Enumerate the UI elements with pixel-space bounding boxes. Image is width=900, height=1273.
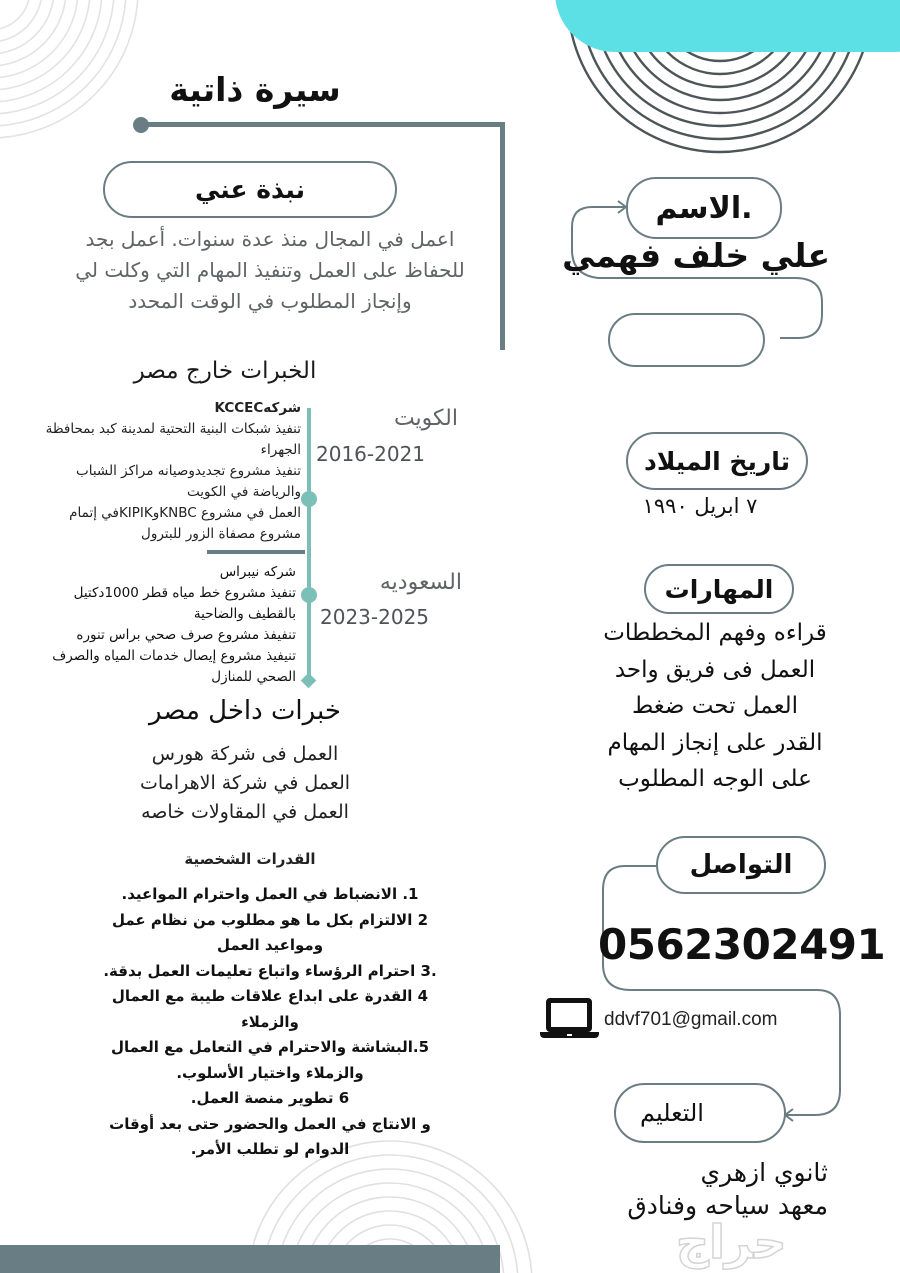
ability-item: الدوام لو تطلب الأمر. [190, 1140, 350, 1158]
skill-item: على الوجه المطلوب [618, 766, 812, 792]
abroad-heading: الخبرات خارج مصر [133, 358, 317, 384]
inside-item: العمل في المقاولات خاصه [141, 801, 349, 823]
job-line: تنيفيذ مشروع إيصال خدمات المياه والصرف [52, 648, 296, 664]
footer-bar [0, 1245, 500, 1273]
education-label: التعليم [640, 1099, 704, 1127]
timeline-dot [301, 491, 317, 507]
abilities-list [85, 882, 455, 1163]
skill-item: قراءه وفهم المخططات [603, 620, 827, 646]
skills-label: المهارات [664, 574, 774, 604]
job-line: شركهKCCEC [214, 400, 301, 416]
job-country: السعوديه [379, 570, 462, 595]
timeline-dot [301, 587, 317, 603]
skills-list [560, 615, 870, 798]
contact-label-pill [656, 836, 826, 894]
inside-item: العمل فى شركة هورس [151, 743, 339, 765]
ability-item: والزملاء [241, 1012, 299, 1031]
laptop-icon [540, 996, 600, 1042]
job-line: شركه نيبراس [219, 564, 296, 580]
about-heading-pill [103, 161, 397, 218]
watermark-logo: حراج [676, 1215, 787, 1269]
job-years: 2016-2021 [316, 442, 426, 466]
ability-item: 4 القدرة على ابداع علاقات طيبة مع العمال [111, 987, 429, 1005]
about-heading: نبذة عني [194, 175, 306, 204]
ability-item: 6 تطوير منصة العمل. [190, 1089, 350, 1107]
about-text [40, 224, 500, 317]
education-list [560, 1156, 828, 1222]
education-item: ثانوي ازهري [700, 1158, 828, 1187]
skills-label-pill [644, 564, 794, 614]
education-item: معهد سياحه وفنادق [627, 1191, 828, 1220]
job-line: الصحي للمنازل [211, 669, 296, 685]
job-line: تنفيذ مشروع تجديدوصيانه مراكز الشباب [76, 463, 301, 479]
contact-label: التواصل [689, 850, 793, 880]
job-country: الكويت [393, 406, 458, 431]
ability-item: 5.البشاشة والاحترام في التعامل مع العمال [110, 1038, 430, 1056]
birth-label-pill [626, 432, 808, 490]
title-connector-vertical [500, 122, 505, 350]
job-line: والرياضة في الكويت [187, 484, 301, 500]
birth-label: تاريخ الميلاد [643, 446, 790, 476]
skill-item: القدر على إنجاز المهام [607, 729, 823, 756]
cyan-header-shape [555, 0, 900, 52]
ability-item: 1. الانضباط في العمل واحترام المواعيد. [121, 885, 419, 903]
ability-item: و الانتاج في العمل والحضور حتى بعد أوقات [109, 1114, 431, 1133]
skill-item: العمل فى فريق واحد [614, 656, 816, 683]
name-empty-pill [608, 313, 765, 367]
ability-item: .3 احترام الرؤساء واتباع تعليمات العمل بدقة. [103, 961, 437, 980]
skill-item: العمل تحت ضغط [631, 693, 799, 719]
ability-item: والزملاء واختيار الأسلوب. [176, 1063, 364, 1082]
birth-value: ٧ ابريل ١٩٩٠ [642, 494, 758, 518]
job-line: العمل في مشروع KNBCوKIPIKفي إتمام [69, 505, 301, 521]
job-line: تنفيفذ مشروع صرف صحي براس تنوره [76, 627, 296, 643]
page-title: سيرة ذاتية [169, 70, 341, 109]
inside-heading: خبرات داخل مصر [149, 696, 341, 726]
abilities-heading: القدرات الشخصية [184, 850, 316, 868]
about-line: اعمل في المجال منذ عدة سنوات. أعمل بجد [85, 227, 455, 251]
name-label: الاسم. [655, 190, 753, 226]
inside-list [100, 740, 390, 827]
job-details [0, 562, 296, 688]
education-label-pill [614, 1083, 786, 1143]
job-line: بالقطيف والضاحية [193, 606, 296, 622]
job-line: مشروع مصفاة الزور للبترول [141, 526, 301, 542]
contact-phone[interactable]: 0562302491 [598, 920, 886, 969]
job-details [0, 398, 301, 545]
title-connector-line [142, 122, 505, 127]
about-line: للحفاظ على العمل وتنفيذ المهام التي وكلت لي [75, 258, 465, 282]
about-line: وإنجاز المطلوب في الوقت المحدد [128, 289, 412, 313]
name-value: علي خلف فهمي [562, 236, 830, 275]
timeline-separator [207, 550, 305, 554]
name-label-pill [626, 177, 782, 239]
timeline-line [307, 408, 311, 680]
job-line: تنفيذ شبكات البنية التحتية لمدينة كبد بمحافظة [45, 421, 301, 437]
ability-item: ومواعيد العمل [216, 936, 324, 954]
inside-item: العمل في شركة الاهرامات [139, 772, 351, 794]
job-years: 2023-2025 [320, 605, 430, 629]
ability-item: 2 الالتزام بكل ما هو مطلوب من نظام عمل [111, 910, 429, 929]
job-line: تنفيذ مشروع خط مياه قطر 1000دكتيل [73, 585, 296, 601]
decorative-arcs-top-left [0, 0, 160, 160]
job-line: الجهراء [260, 442, 301, 458]
contact-email[interactable]: ddvf701@gmail.com [604, 1009, 778, 1030]
timeline-end-diamond [301, 673, 317, 689]
